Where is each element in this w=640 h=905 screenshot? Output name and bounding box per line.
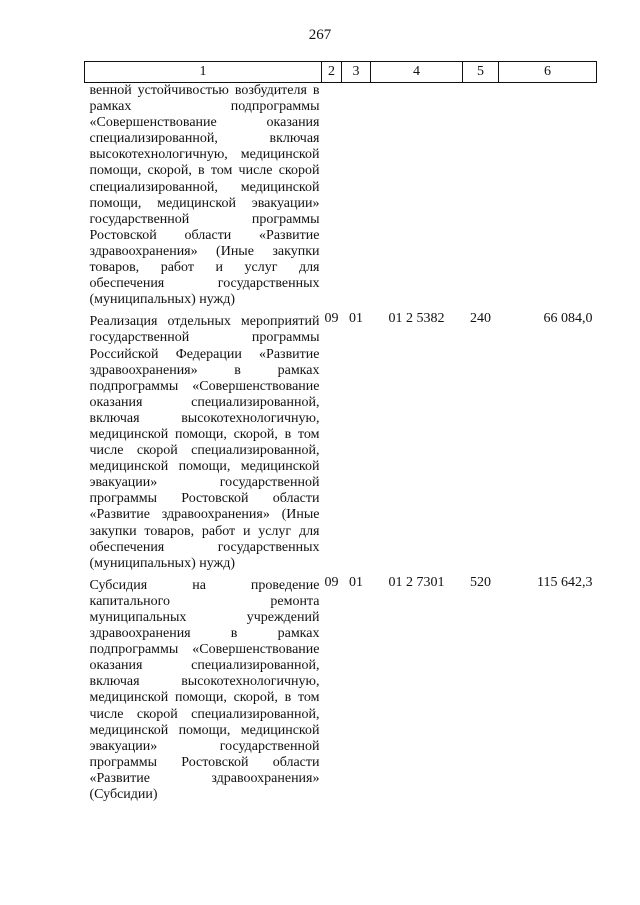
column-header-4: 4 (371, 62, 463, 83)
row-description: венной устойчивостью возбудителя в рамках подпрограммы «Совершенствование оказания специализированной, включая высокотехнологичную, медицинской помощи, скорой, в том числе скорой специализированной, медицинской помощи, медицинской эвакуации» государственной программы Ростовской области «Развитие здравоохранения» (Иные закупки товаров, работ и услуг для обеспечения государственных (муниципальных) нужд) (89, 83, 320, 308)
column-header-1: 1 (85, 62, 322, 83)
row-expense-type-code: 240 (470, 311, 491, 327)
row-subsection-code (342, 83, 371, 309)
table-row (85, 308, 597, 572)
page-number: 267 (308, 27, 332, 43)
row-section-code: 09 (324, 574, 339, 590)
row-section-code: 09 (324, 311, 339, 327)
column-header-5: 5 (463, 62, 499, 83)
row-subsection-code: 01 (349, 574, 363, 590)
row-expense-type-code: 520 (470, 574, 491, 590)
table-row (85, 83, 597, 309)
row-expense-type-code (463, 83, 499, 309)
table-header (85, 62, 597, 83)
row-target-item-code (371, 83, 463, 309)
row-subsection-code: 01 (349, 311, 363, 327)
budget-table (84, 61, 597, 803)
column-header-6: 6 (499, 62, 597, 83)
row-description: Субсидия на проведение капитального ремонта муниципальных учреждений здравоохранения в рамках подпрограммы «Совершенствование оказания специализированной, включая высокотехнологичную, медицинской помощи, скорой, в том числе скорой специализированной, медицинской помощи, медицинской эвакуации» государственной программы Ростовской области «Развитие здравоохранения» (Субсидии) (89, 577, 320, 803)
header-row (85, 62, 597, 83)
row-target-item-code: 01 2 5382 (388, 311, 445, 327)
row-amount: 115 642,3 (537, 574, 593, 590)
table-body (85, 83, 597, 804)
row-section-code (322, 83, 342, 309)
column-header-2: 2 (322, 62, 342, 83)
row-description: Реализация отдельных мероприятий государственной программы Российской Федерации «Развитие здравоохранения» в рамках подпрограммы «Совершенствование оказания специализированной, включая высокотехнологичную, медицинской помощи, скорой, в том числе скорой специализированной, медицинской помощи, медицинской эвакуации» государственной программы Ростовской области «Развитие здравоохранения» (Иные закупки товаров, работ и услуг для обеспечения государственных (муниципальных) нужд) (89, 314, 320, 571)
row-amount: 66 084,0 (543, 311, 593, 327)
table-row (85, 572, 597, 803)
column-header-3: 3 (342, 62, 371, 83)
row-target-item-code: 01 2 7301 (388, 574, 445, 590)
row-amount (499, 83, 597, 309)
